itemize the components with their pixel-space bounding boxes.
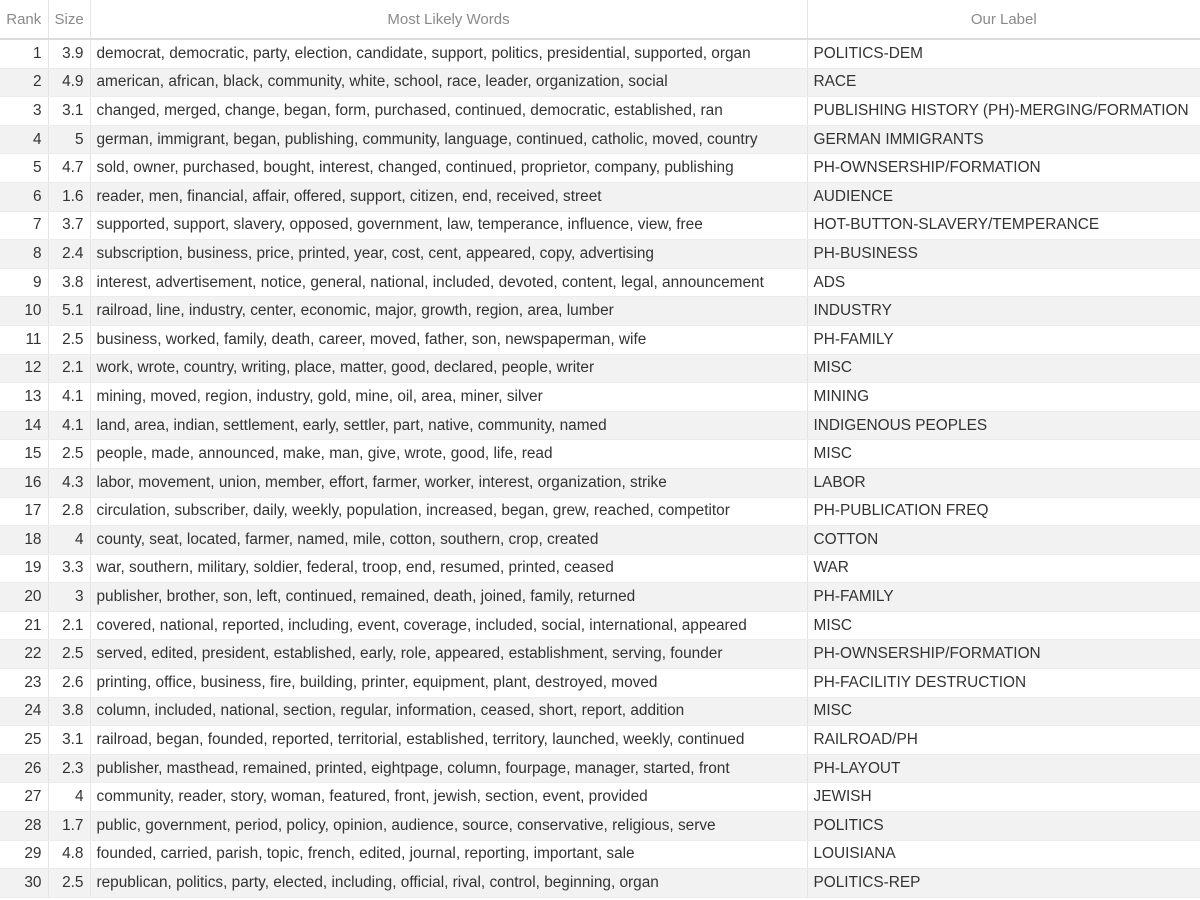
words-cell: subscription, business, price, printed, year, cost, cent, appeared, copy, advertising: [90, 240, 807, 269]
label-cell: INDUSTRY: [807, 297, 1200, 326]
label-cell: MISC: [807, 440, 1200, 469]
rank-cell: 12: [0, 354, 48, 383]
table-row: [0, 211, 1200, 240]
table-row: [0, 354, 1200, 383]
words-cell: land, area, indian, settlement, early, settler, part, native, community, named: [90, 411, 807, 440]
column-header-our-label[interactable]: Our Label: [807, 0, 1200, 39]
rank-cell: 17: [0, 497, 48, 526]
size-cell: 2.3: [48, 754, 90, 783]
size-cell: 2.6: [48, 669, 90, 698]
column-header-size[interactable]: Size: [48, 0, 90, 39]
rank-cell: 10: [0, 297, 48, 326]
words-cell: supported, support, slavery, opposed, government, law, temperance, influence, view, free: [90, 211, 807, 240]
table-row: [0, 697, 1200, 726]
rank-cell: 24: [0, 697, 48, 726]
label-cell: LOUISIANA: [807, 840, 1200, 869]
size-cell: 1.7: [48, 812, 90, 841]
rank-cell: 15: [0, 440, 48, 469]
size-cell: 3.8: [48, 268, 90, 297]
words-cell: founded, carried, parish, topic, french, edited, journal, reporting, important, sale: [90, 840, 807, 869]
table-row: [0, 125, 1200, 154]
words-cell: people, made, announced, make, man, give, wrote, good, life, read: [90, 440, 807, 469]
rank-cell: 18: [0, 526, 48, 555]
words-cell: railroad, began, founded, reported, territorial, established, territory, launched, weekly, continued: [90, 726, 807, 755]
label-cell: WAR: [807, 554, 1200, 583]
table-row: [0, 497, 1200, 526]
table-row: [0, 39, 1200, 68]
rank-cell: 29: [0, 840, 48, 869]
rank-cell: 23: [0, 669, 48, 698]
rank-cell: 4: [0, 125, 48, 154]
words-cell: war, southern, military, soldier, federal, troop, end, resumed, printed, ceased: [90, 554, 807, 583]
words-cell: american, african, black, community, white, school, race, leader, organization, social: [90, 68, 807, 97]
size-cell: 4.1: [48, 411, 90, 440]
words-cell: labor, movement, union, member, effort, farmer, worker, interest, organization, strike: [90, 468, 807, 497]
size-cell: 2.1: [48, 354, 90, 383]
rank-cell: 20: [0, 583, 48, 612]
table-body: [0, 39, 1200, 897]
label-cell: MISC: [807, 354, 1200, 383]
words-cell: work, wrote, country, writing, place, matter, good, declared, people, writer: [90, 354, 807, 383]
label-cell: MISC: [807, 611, 1200, 640]
words-cell: republican, politics, party, elected, including, official, rival, control, beginning, organ: [90, 869, 807, 898]
rank-cell: 22: [0, 640, 48, 669]
table-row: [0, 754, 1200, 783]
table-row: [0, 554, 1200, 583]
table-row: [0, 726, 1200, 755]
table-row: [0, 411, 1200, 440]
table-row: [0, 182, 1200, 211]
size-cell: 2.5: [48, 440, 90, 469]
table-row: [0, 812, 1200, 841]
table-row: [0, 840, 1200, 869]
table-row: [0, 383, 1200, 412]
words-cell: county, seat, located, farmer, named, mile, cotton, southern, crop, created: [90, 526, 807, 555]
words-cell: interest, advertisement, notice, general, national, included, devoted, content, legal, announcement: [90, 268, 807, 297]
words-cell: sold, owner, purchased, bought, interest, changed, continued, proprietor, company, publishing: [90, 154, 807, 183]
rank-cell: 8: [0, 240, 48, 269]
rank-cell: 25: [0, 726, 48, 755]
words-cell: democrat, democratic, party, election, candidate, support, politics, presidential, supported, organ: [90, 39, 807, 68]
rank-cell: 26: [0, 754, 48, 783]
label-cell: POLITICS: [807, 812, 1200, 841]
size-cell: 2.5: [48, 869, 90, 898]
rank-cell: 6: [0, 182, 48, 211]
size-cell: 5: [48, 125, 90, 154]
size-cell: 3.7: [48, 211, 90, 240]
label-cell: PH-OWNSERSHIP/FORMATION: [807, 154, 1200, 183]
words-cell: mining, moved, region, industry, gold, mine, oil, area, miner, silver: [90, 383, 807, 412]
size-cell: 3.8: [48, 697, 90, 726]
words-cell: business, worked, family, death, career, moved, father, son, newspaperman, wife: [90, 325, 807, 354]
label-cell: POLITICS-DEM: [807, 39, 1200, 68]
size-cell: 5.1: [48, 297, 90, 326]
column-header-rank[interactable]: Rank: [0, 0, 48, 39]
header-row: [0, 0, 1200, 39]
size-cell: 4: [48, 526, 90, 555]
label-cell: INDIGENOUS PEOPLES: [807, 411, 1200, 440]
rank-cell: 11: [0, 325, 48, 354]
label-cell: RAILROAD/PH: [807, 726, 1200, 755]
table-row: [0, 68, 1200, 97]
size-cell: 3.1: [48, 97, 90, 126]
label-cell: AUDIENCE: [807, 182, 1200, 211]
rank-cell: 2: [0, 68, 48, 97]
words-cell: circulation, subscriber, daily, weekly, population, increased, began, grew, reached, competitor: [90, 497, 807, 526]
size-cell: 4.7: [48, 154, 90, 183]
rank-cell: 28: [0, 812, 48, 841]
label-cell: GERMAN IMMIGRANTS: [807, 125, 1200, 154]
table-row: [0, 583, 1200, 612]
label-cell: LABOR: [807, 468, 1200, 497]
table-row: [0, 297, 1200, 326]
label-cell: PH-FAMILY: [807, 325, 1200, 354]
size-cell: 3.3: [48, 554, 90, 583]
label-cell: PH-LAYOUT: [807, 754, 1200, 783]
table-row: [0, 268, 1200, 297]
size-cell: 1.6: [48, 182, 90, 211]
label-cell: PH-FACILITIY DESTRUCTION: [807, 669, 1200, 698]
rank-cell: 27: [0, 783, 48, 812]
label-cell: MINING: [807, 383, 1200, 412]
words-cell: column, included, national, section, regular, information, ceased, short, report, addition: [90, 697, 807, 726]
size-cell: 4.1: [48, 383, 90, 412]
size-cell: 3: [48, 583, 90, 612]
words-cell: covered, national, reported, including, event, coverage, included, social, international, appeared: [90, 611, 807, 640]
label-cell: PH-OWNSERSHIP/FORMATION: [807, 640, 1200, 669]
rank-cell: 9: [0, 268, 48, 297]
label-cell: ADS: [807, 268, 1200, 297]
size-cell: 4: [48, 783, 90, 812]
size-cell: 4.8: [48, 840, 90, 869]
size-cell: 2.8: [48, 497, 90, 526]
words-cell: publisher, brother, son, left, continued, remained, death, joined, family, returned: [90, 583, 807, 612]
words-cell: changed, merged, change, began, form, purchased, continued, democratic, established, ran: [90, 97, 807, 126]
size-cell: 3.9: [48, 39, 90, 68]
label-cell: PH-BUSINESS: [807, 240, 1200, 269]
table-row: [0, 526, 1200, 555]
rank-cell: 13: [0, 383, 48, 412]
table-row: [0, 325, 1200, 354]
table-row: [0, 240, 1200, 269]
label-cell: MISC: [807, 697, 1200, 726]
rank-cell: 14: [0, 411, 48, 440]
rank-cell: 21: [0, 611, 48, 640]
label-cell: POLITICS-REP: [807, 869, 1200, 898]
size-cell: 2.1: [48, 611, 90, 640]
words-cell: german, immigrant, began, publishing, community, language, continued, catholic, moved, country: [90, 125, 807, 154]
label-cell: JEWISH: [807, 783, 1200, 812]
table-row: [0, 669, 1200, 698]
table-row: [0, 97, 1200, 126]
size-cell: 4.9: [48, 68, 90, 97]
size-cell: 2.4: [48, 240, 90, 269]
words-cell: reader, men, financial, affair, offered, support, citizen, end, received, street: [90, 182, 807, 211]
size-cell: 3.1: [48, 726, 90, 755]
table-header: [0, 0, 1200, 39]
rank-cell: 7: [0, 211, 48, 240]
table-row: [0, 440, 1200, 469]
column-header-most-likely-words[interactable]: Most Likely Words: [90, 0, 807, 39]
rank-cell: 5: [0, 154, 48, 183]
rank-cell: 16: [0, 468, 48, 497]
table-row: [0, 154, 1200, 183]
size-cell: 2.5: [48, 640, 90, 669]
label-cell: PH-PUBLICATION FREQ: [807, 497, 1200, 526]
words-cell: community, reader, story, woman, featured, front, jewish, section, event, provided: [90, 783, 807, 812]
label-cell: HOT-BUTTON-SLAVERY/TEMPERANCE: [807, 211, 1200, 240]
table-row: [0, 640, 1200, 669]
label-cell: RACE: [807, 68, 1200, 97]
words-cell: public, government, period, policy, opinion, audience, source, conservative, religious, serve: [90, 812, 807, 841]
table-row: [0, 468, 1200, 497]
rank-cell: 30: [0, 869, 48, 898]
rank-cell: 3: [0, 97, 48, 126]
size-cell: 2.5: [48, 325, 90, 354]
label-cell: PH-FAMILY: [807, 583, 1200, 612]
table-row: [0, 611, 1200, 640]
table-row: [0, 783, 1200, 812]
words-cell: served, edited, president, established, early, role, appeared, establishment, serving, founder: [90, 640, 807, 669]
table-row: [0, 869, 1200, 898]
rank-cell: 19: [0, 554, 48, 583]
words-cell: railroad, line, industry, center, economic, major, growth, region, area, lumber: [90, 297, 807, 326]
label-cell: PUBLISHING HISTORY (PH)-MERGING/FORMATION: [807, 97, 1200, 126]
words-cell: printing, office, business, fire, building, printer, equipment, plant, destroyed, moved: [90, 669, 807, 698]
words-cell: publisher, masthead, remained, printed, eightpage, column, fourpage, manager, started, front: [90, 754, 807, 783]
rank-cell: 1: [0, 39, 48, 68]
label-cell: COTTON: [807, 526, 1200, 555]
size-cell: 4.3: [48, 468, 90, 497]
